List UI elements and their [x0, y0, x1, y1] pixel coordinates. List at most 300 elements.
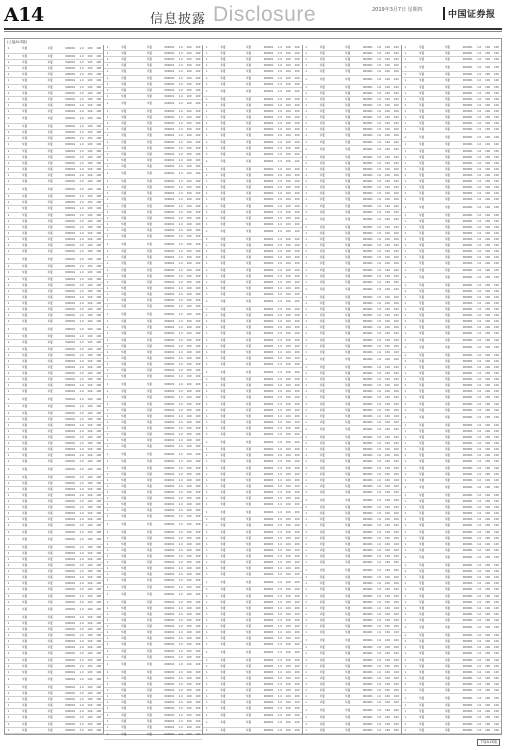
table-cell: 1 — [106, 637, 109, 641]
table-cell: 华夏 — [345, 91, 351, 95]
table-cell: 1.0 — [79, 231, 84, 235]
table-cell: 100 — [195, 338, 201, 342]
table-cell: 华夏 — [220, 82, 226, 86]
table-cell: 1.0 — [277, 721, 282, 724]
table-cell: 1 — [305, 618, 307, 622]
table-cell: 1.0 — [377, 250, 382, 254]
table-cell: 华夏 — [319, 128, 325, 132]
table-cell: 100 — [384, 378, 390, 382]
table-cell: 100 — [494, 353, 499, 357]
table-cell: 100 — [294, 440, 300, 444]
table-cell: 1.0 — [277, 363, 282, 367]
table-cell: 100 — [87, 250, 93, 254]
table-cell: 100 — [195, 332, 201, 336]
table-cell: 100 — [96, 475, 102, 479]
table-cell: 1.0 — [477, 365, 482, 369]
table-cell: 1.0 — [377, 652, 382, 656]
table-cell: 1.0 — [377, 542, 382, 546]
table-cell: 100 — [186, 262, 192, 266]
table-cell: 华夏 — [146, 146, 152, 150]
table-cell: 100 — [494, 85, 499, 89]
table-cell: 000001 — [263, 76, 274, 80]
table-cell: 华夏 — [121, 140, 127, 144]
table-cell: 1 — [305, 140, 307, 144]
table-cell: 100 — [294, 707, 300, 711]
table-cell: 100 — [195, 719, 201, 723]
table-cell: 1 — [7, 411, 10, 415]
table-cell: 100 — [285, 530, 291, 534]
table-cell: 100 — [285, 554, 291, 558]
table-cell: 100 — [384, 365, 390, 369]
table-cell: 1 — [404, 436, 407, 440]
table-cell: 1 — [305, 344, 307, 348]
table-cell: 1 — [305, 237, 307, 241]
table-cell: 1.0 — [277, 64, 282, 68]
table-cell: 华夏 — [22, 308, 28, 312]
table-cell: 100 — [87, 551, 93, 555]
table-cell: 1 — [404, 346, 407, 350]
table-cell: 000001 — [462, 167, 473, 171]
table-cell: 华夏 — [419, 710, 425, 714]
table-cell: 100 — [494, 390, 499, 394]
table-cell: 100 — [393, 396, 399, 400]
table-cell: 1 — [106, 116, 109, 120]
table-cell: 1 — [404, 710, 407, 714]
table-cell: 000001 — [362, 625, 373, 629]
table-cell: 100 — [285, 695, 291, 699]
table-cell: 1.0 — [277, 326, 282, 330]
table-cell: 华夏 — [319, 338, 325, 342]
table-cell: 100 — [384, 64, 390, 68]
table-cell: 华夏 — [319, 478, 325, 482]
table-cell: 华夏 — [419, 570, 425, 574]
table-cell: 000001 — [362, 530, 373, 534]
table-cell: 000001 — [164, 593, 175, 597]
table-cell: 华夏 — [22, 103, 28, 107]
table-cell: 100 — [285, 650, 291, 654]
table-cell: 华夏 — [444, 192, 450, 196]
table-cell: 华夏 — [146, 733, 152, 737]
table-cell: 华夏 — [245, 460, 252, 464]
table-cell: 华夏 — [146, 52, 152, 56]
table-cell: 1 — [205, 326, 208, 330]
table-cell: 华夏 — [121, 94, 127, 98]
table-cell: 1 — [106, 515, 109, 519]
table-cell: 100 — [195, 548, 201, 552]
table-cell: 100 — [294, 344, 300, 348]
table-cell: 华夏 — [444, 65, 450, 69]
table-cell: 000001 — [462, 710, 473, 714]
table-cell: 1 — [305, 161, 307, 165]
table-cell: 1 — [404, 46, 407, 49]
table-cell: 1.0 — [277, 536, 282, 540]
table-cell: 000001 — [164, 631, 175, 635]
table-cell: 1 — [205, 448, 208, 452]
table-cell: 100 — [294, 90, 300, 94]
table-cell: 华夏 — [22, 710, 28, 714]
table-cell: 华夏 — [47, 187, 53, 191]
table-cell: 000001 — [462, 548, 473, 552]
table-cell: 华夏 — [146, 102, 152, 106]
table-cell: 100 — [494, 149, 499, 153]
table-cell: 1 — [404, 338, 407, 342]
table-cell: 100 — [294, 612, 300, 616]
table-cell: 华夏 — [146, 242, 152, 246]
table-cell: 100 — [485, 612, 491, 616]
table-cell: 华夏 — [22, 155, 28, 159]
table-cell: 100 — [195, 561, 201, 565]
table-cell: 1.0 — [79, 664, 84, 668]
table-cell: 100 — [87, 341, 93, 345]
table-cell: 1.0 — [79, 187, 84, 191]
table-cell: 000001 — [263, 146, 274, 150]
table-cell: 100 — [186, 280, 192, 284]
table-cell: 华夏 — [47, 244, 53, 248]
table-cell: 华夏 — [121, 655, 127, 659]
table-cell: 华夏 — [220, 344, 226, 348]
table-cell: 100 — [393, 612, 399, 616]
table-cell: 1 — [106, 600, 109, 604]
table-cell: 华夏 — [444, 423, 450, 427]
table-row — [5, 185, 103, 194]
table-cell: 华夏 — [345, 436, 351, 440]
table-cell: 华夏 — [245, 268, 252, 272]
table-cell: 100 — [96, 103, 102, 107]
table-cell: 1.0 — [377, 442, 382, 446]
table-cell: 000001 — [462, 346, 473, 350]
table-cell: 100 — [186, 625, 192, 629]
table-cell: 1.0 — [277, 280, 282, 284]
table-cell: 1.0 — [377, 548, 382, 552]
table-cell: 1 — [404, 332, 407, 336]
table-cell: 华夏 — [146, 548, 152, 552]
table-cell: 100 — [186, 52, 192, 56]
table-cell: 100 — [96, 180, 102, 184]
table-cell: 100 — [494, 524, 499, 528]
table-cell: 1 — [305, 716, 307, 720]
table-cell: 100 — [294, 128, 300, 132]
table-cell: 1 — [106, 228, 109, 232]
table-cell: 1.0 — [477, 570, 482, 574]
table-cell: 1 — [7, 588, 10, 592]
table-cell: 100 — [393, 301, 399, 305]
table-cell: 1.0 — [178, 109, 183, 113]
table-cell: 华夏 — [319, 652, 325, 656]
table-cell: 华夏 — [245, 491, 252, 494]
table-cell: 1.0 — [79, 691, 84, 695]
table-cell: 1 — [106, 58, 109, 62]
table-cell: 100 — [186, 286, 192, 290]
table-cell: 1.0 — [277, 356, 282, 360]
table-cell: 100 — [186, 542, 192, 546]
table-cell: 1 — [106, 466, 109, 470]
table-cell: 1.0 — [377, 695, 382, 699]
table-cell: 100 — [494, 500, 499, 503]
table-cell: 1.0 — [178, 612, 183, 616]
table-cell: 1.0 — [477, 161, 482, 165]
table-cell: 1 — [106, 643, 109, 647]
table-cell: 华夏 — [419, 582, 425, 586]
table-cell: 1 — [404, 85, 407, 89]
table-cell: 100 — [186, 491, 192, 494]
table-cell: 华夏 — [22, 201, 28, 205]
table-cell: 100 — [494, 396, 499, 400]
table-cell: 华夏 — [47, 576, 53, 580]
table-cell: 1.0 — [79, 353, 84, 357]
table-cell: 100 — [294, 268, 300, 272]
table-cell: 华夏 — [146, 140, 152, 144]
table-cell: 华夏 — [245, 167, 252, 171]
table-cell: 100 — [384, 192, 390, 196]
table-cell: 000001 — [164, 637, 175, 641]
table-row — [5, 45, 103, 54]
table-cell: 1.0 — [377, 97, 382, 101]
table-cell: 100 — [195, 235, 201, 239]
table-cell: 1 — [7, 397, 10, 401]
table-cell: 100 — [87, 417, 93, 421]
table-cell: 1 — [7, 219, 10, 223]
table-cell: 华夏 — [419, 73, 425, 77]
table-cell: 1 — [7, 180, 10, 184]
table-cell: 100 — [186, 733, 192, 737]
table-cell: 100 — [494, 155, 499, 159]
table-cell: 100 — [186, 515, 192, 519]
table-cell: 1.0 — [377, 448, 382, 452]
table-cell: 100 — [384, 701, 390, 705]
table-cell: 000001 — [65, 615, 76, 619]
table-cell: 华夏 — [419, 612, 425, 616]
table-cell: 1 — [404, 295, 407, 299]
table-cell: 100 — [494, 372, 499, 376]
table-cell: 100 — [87, 411, 93, 415]
table-cell: 华夏 — [47, 353, 53, 357]
table-cell: 华夏 — [444, 372, 450, 376]
table-cell: 1.0 — [277, 503, 282, 507]
table-cell: 1 — [7, 125, 10, 129]
table-cell: 100 — [485, 689, 491, 693]
table-cell: 1 — [205, 344, 208, 348]
table-cell: 1.0 — [277, 237, 282, 241]
table-cell: 华夏 — [220, 76, 226, 80]
table-cell: 1 — [205, 198, 208, 202]
table-cell: 000001 — [164, 210, 175, 214]
table-cell: 1 — [7, 231, 10, 235]
table-cell: 华夏 — [47, 283, 53, 287]
table-cell: 华夏 — [220, 58, 226, 62]
table-cell: 100 — [186, 390, 192, 394]
table-cell: 100 — [96, 646, 102, 650]
table-cell: 100 — [285, 152, 291, 156]
table-cell: 1.0 — [277, 109, 282, 113]
table-cell: 000001 — [164, 356, 175, 360]
table-cell: 1.0 — [377, 536, 382, 540]
table-cell: 100 — [294, 82, 300, 86]
table-cell: 100 — [294, 396, 300, 400]
table-cell: 1 — [404, 454, 407, 458]
table-cell: 100 — [87, 244, 93, 248]
table-cell: 华夏 — [121, 382, 127, 386]
table-cell: 000001 — [462, 109, 473, 113]
table-cell: 华夏 — [319, 588, 325, 592]
table-cell: 000001 — [164, 180, 175, 184]
table-cell: 1.0 — [277, 707, 282, 711]
table-cell: 1.0 — [477, 250, 482, 254]
table-cell: 100 — [294, 573, 300, 577]
table-cell: 100 — [195, 286, 201, 290]
table-cell: 1 — [205, 250, 208, 254]
table-cell: 100 — [485, 289, 491, 293]
table-cell: 000001 — [65, 670, 76, 674]
table-cell: 100 — [494, 442, 499, 446]
table-cell: 100 — [195, 204, 201, 208]
table-cell: 100 — [285, 122, 291, 126]
table-cell: 1 — [106, 350, 109, 354]
table-cell: 100 — [485, 548, 491, 552]
table-cell: 1 — [305, 420, 307, 424]
table-cell: 华夏 — [47, 365, 53, 369]
table-cell: 1.0 — [178, 146, 183, 150]
table-cell: 100 — [87, 384, 93, 388]
table-cell: 1 — [106, 554, 109, 558]
table-cell: 000001 — [65, 685, 76, 689]
table-cell: 100 — [87, 646, 93, 650]
table-cell: 100 — [285, 573, 291, 577]
table-cell: 华夏 — [121, 522, 127, 526]
table-cell: 1.0 — [277, 664, 282, 668]
table-cell: 华夏 — [245, 518, 252, 522]
table-cell: 000001 — [462, 314, 473, 318]
table-cell: 000001 — [362, 173, 373, 177]
table-cell: 000001 — [263, 237, 274, 241]
table-cell: 1 — [305, 728, 307, 732]
table-cell: 华夏 — [47, 716, 53, 720]
table-cell: 华夏 — [47, 213, 53, 217]
table-cell: 华夏 — [146, 228, 152, 232]
table-cell: 000001 — [362, 210, 373, 214]
table-cell: 1 — [7, 390, 10, 394]
table-cell: 华夏 — [22, 335, 28, 339]
table-cell: 1.0 — [79, 646, 84, 650]
table-cell: 100 — [186, 701, 192, 705]
table-cell: 100 — [285, 64, 291, 68]
table-cell: 1 — [205, 363, 208, 367]
table-cell: 100 — [285, 70, 291, 74]
table-cell: 100 — [285, 631, 291, 635]
table-cell: 华夏 — [121, 58, 127, 62]
table-cell: 华夏 — [47, 670, 53, 674]
table-cell: 000001 — [362, 722, 373, 726]
table-cell: 1.0 — [277, 52, 282, 56]
table-cell: 100 — [294, 390, 300, 394]
table-cell: 华夏 — [121, 600, 127, 604]
table-cell: 000001 — [362, 682, 373, 686]
table-cell: 100 — [186, 695, 192, 699]
table-cell: 华夏 — [444, 600, 450, 604]
table-cell: 100 — [96, 55, 102, 58]
table-cell: 100 — [87, 576, 93, 580]
table-cell: 华夏 — [22, 411, 28, 415]
table-cell: 000001 — [362, 231, 373, 235]
table-cell: 1.0 — [178, 102, 183, 106]
table-cell: 华夏 — [121, 256, 127, 260]
table-cell: 1 — [404, 696, 407, 700]
table-cell: 1 — [106, 585, 109, 589]
table-cell: 1 — [305, 173, 307, 177]
table-cell: 100 — [186, 637, 192, 641]
table-cell: 000001 — [462, 722, 473, 726]
table-cell: 100 — [393, 134, 399, 138]
table-cell: 华夏 — [220, 280, 226, 284]
table-cell: 100 — [294, 618, 300, 622]
table-cell: 华夏 — [345, 588, 351, 592]
table-cell: 华夏 — [220, 292, 226, 296]
table-cell: 1 — [106, 542, 109, 546]
table-cell: 100 — [294, 561, 300, 565]
table-cell: 华夏 — [146, 707, 152, 711]
table-cell: 华夏 — [444, 682, 450, 686]
table-cell: 1.0 — [277, 216, 282, 220]
table-cell: 1 — [7, 79, 10, 83]
table-cell: 100 — [96, 621, 102, 625]
table-cell: 100 — [294, 427, 300, 431]
table-cell: 000001 — [362, 250, 373, 254]
table-cell: 华夏 — [220, 637, 226, 641]
table-cell: 000001 — [462, 192, 473, 196]
table-cell: 1.0 — [277, 554, 282, 558]
table-cell: 1.0 — [178, 439, 183, 443]
table-cell: 000001 — [462, 58, 473, 62]
table-cell: 100 — [285, 384, 291, 388]
table-cell: 华夏 — [419, 429, 425, 433]
table-cell: 100 — [485, 478, 491, 482]
table-cell: 1.0 — [79, 103, 84, 107]
table-cell: 华夏 — [444, 576, 450, 580]
table-cell: 华夏 — [319, 390, 325, 394]
table-cell: 1 — [404, 314, 407, 318]
table-cell: 000001 — [263, 300, 274, 304]
table-cell: 1.0 — [178, 250, 183, 254]
table-cell: 100 — [87, 47, 93, 51]
table-cell: 000001 — [65, 180, 76, 184]
table-cell: 100 — [393, 268, 399, 272]
table-cell: 1 — [7, 487, 10, 491]
table-cell: 000001 — [462, 606, 473, 610]
table-cell: 100 — [96, 213, 102, 217]
table-cell: 100 — [393, 530, 399, 534]
table-cell: 1 — [7, 436, 10, 440]
table-cell: 000001 — [65, 308, 76, 312]
table-cell: 000001 — [462, 563, 473, 567]
table-cell: 1 — [404, 289, 407, 293]
table-cell: 华夏 — [345, 689, 351, 693]
table-row — [303, 146, 401, 155]
table-cell: 华夏 — [419, 244, 425, 248]
table-cell: 华夏 — [121, 88, 127, 92]
table-cell: 000001 — [164, 280, 175, 284]
table-cell: 000001 — [462, 295, 473, 299]
table-cell: 1 — [404, 262, 407, 266]
table-cell: 000001 — [65, 704, 76, 708]
table-cell: 华夏 — [22, 436, 28, 440]
table-cell: 华夏 — [444, 52, 450, 56]
table-cell: 华夏 — [220, 433, 226, 437]
table-cell: 1 — [7, 524, 10, 528]
table-cell: 100 — [494, 634, 499, 638]
table-cell: 1.0 — [178, 579, 183, 583]
table-cell: 1.0 — [79, 397, 84, 401]
table-cell: 华夏 — [47, 47, 53, 51]
table-cell: 100 — [96, 250, 102, 254]
